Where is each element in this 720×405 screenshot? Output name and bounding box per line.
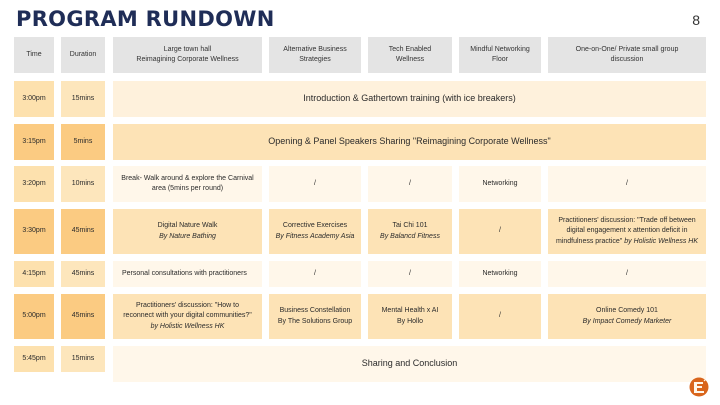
session-networking-floor: /: [459, 209, 541, 254]
header-time: Time: [14, 37, 54, 73]
session-networking-floor: Networking: [459, 166, 541, 202]
header-tech-wellness: Tech Enabled Wellness: [368, 37, 452, 73]
row-time: 3:00pm: [14, 81, 54, 117]
row-duration: 45mins: [61, 261, 105, 287]
row-duration: 5mins: [61, 124, 105, 160]
session-tech-wellness: /: [368, 166, 452, 202]
row-time: 3:20pm: [14, 166, 54, 202]
session-networking-floor: Networking: [459, 261, 541, 287]
session-business-strategies: /: [269, 261, 361, 287]
row-time: 5:45pm: [14, 346, 54, 372]
session-business-strategies: Business Constellation By The Solutions Group: [269, 294, 361, 339]
session-town-hall: Practitioners' discussion: "How to reconnect with your digital communities?" by Holistic Wellness HK: [113, 294, 262, 339]
row-duration: 45mins: [61, 294, 105, 339]
header-duration: Duration: [61, 37, 105, 73]
header-networking-floor: Mindful Networking Floor: [459, 37, 541, 73]
session-town-hall: Personal consultations with practitioners: [113, 261, 262, 287]
row-duration: 15mins: [61, 346, 105, 372]
session-private-discussion: Practitioners' discussion: "Trade off between digital engagement x attention deficit in mindfulness practice" by Holistic Wellness HK: [548, 209, 706, 254]
session-private-discussion: Online Comedy 101 By Impact Comedy Marketer: [548, 294, 706, 339]
header-town-hall: Large town hall Reimagining Corporate Wellness: [113, 37, 262, 73]
page-number: 8: [692, 12, 700, 28]
row-time: 3:15pm: [14, 124, 54, 160]
row-time: 3:30pm: [14, 209, 54, 254]
row-duration: 10mins: [61, 166, 105, 202]
row-span-session: Opening & Panel Speakers Sharing "Reimagining Corporate Wellness": [113, 124, 706, 160]
page-title: PROGRAM RUNDOWN: [16, 7, 275, 31]
header-business-strategies: Alternative Business Strategies: [269, 37, 361, 73]
session-networking-floor: /: [459, 294, 541, 339]
session-private-discussion: /: [548, 261, 706, 287]
session-tech-wellness: Mental Health x AI By Hollo: [368, 294, 452, 339]
session-tech-wellness: /: [368, 261, 452, 287]
session-business-strategies: /: [269, 166, 361, 202]
session-tech-wellness: Tai Chi 101 By Balancd Fitness: [368, 209, 452, 254]
header-private-discussion: One-on-One/ Private small group discussion: [548, 37, 706, 73]
session-private-discussion: /: [548, 166, 706, 202]
session-town-hall: Break- Walk around & explore the Carnival area (5mins per round): [113, 166, 262, 202]
session-town-hall: Digital Nature Walk By Nature Bathing: [113, 209, 262, 254]
row-span-session: Introduction & Gathertown training (with ice breakers): [113, 81, 706, 117]
row-time: 4:15pm: [14, 261, 54, 287]
row-duration: 45mins: [61, 209, 105, 254]
session-business-strategies: Corrective Exercises By Fitness Academy Asia: [269, 209, 361, 254]
row-span-session: Sharing and Conclusion: [113, 346, 706, 382]
brand-logo-icon: [689, 377, 709, 397]
row-time: 5:00pm: [14, 294, 54, 339]
row-duration: 15mins: [61, 81, 105, 117]
